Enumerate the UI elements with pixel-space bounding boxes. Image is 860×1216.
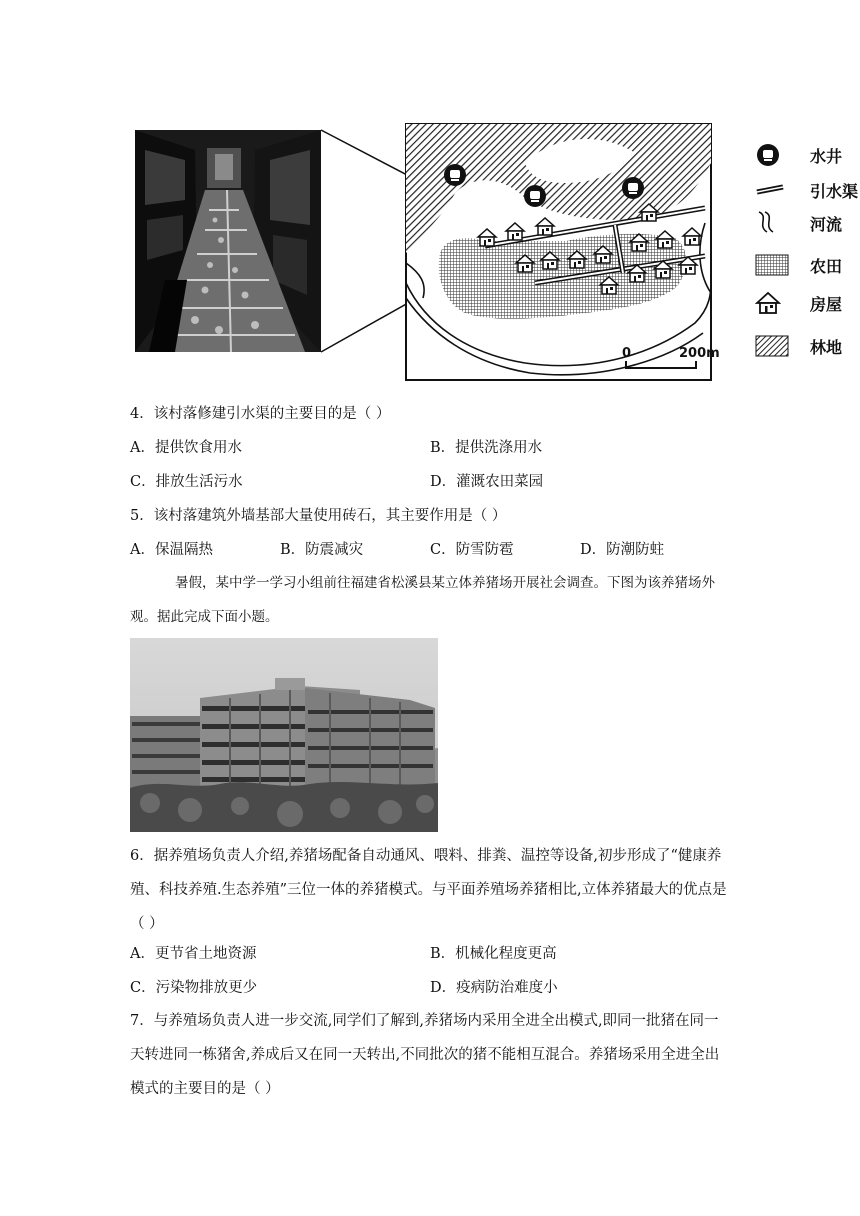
q5-option-c: C．防雪防雹 [430,542,514,558]
legend-label-forest: 林地 [810,337,843,357]
q5-option-a: A．保温隔热 [130,542,213,558]
q4-stem: 4．该村落修建引水渠的主要目的是（ ） [130,406,391,422]
pig-farm-photo [130,638,438,832]
legend-item-forest [755,331,843,361]
q6-option-c: C．污染物排放更少 [130,980,258,996]
q4-option-c: C．排放生活污水 [130,474,243,490]
pig-farm-intro: 暑假，某中学一学习小组前往福建省松溪县某立体养猪场开展社会调查。下图为该养猪场外观。据此完成下面小题。 [130,575,715,625]
q7-stem: 7．与养殖场负责人进一步交流,同学们了解到,养猪场内采用全进全出模式,即同一批猪在同一天转进同一栋猪舍,养成后又在同一天转出,不同批次的猪不能相互混合。养猪场采用全进全出模式的主要目的是（ ） [130,1013,720,1097]
q4-option-a: A．提供饮食用水 [130,440,242,456]
village-map [405,123,712,381]
q6-option-d: D．疫病防治难度小 [430,980,558,996]
canal-icon [755,180,785,200]
legend-item-river [755,208,843,238]
legend-label-well: 水井 [810,146,843,166]
legend-label-farmland: 农田 [810,256,843,276]
q4-option-b: B．提供洗涤用水 [430,440,543,456]
legend-item-canal [755,175,859,205]
q6-stem: 6．据养殖场负责人介绍,养猪场配备自动通风、喂料、排粪、温控等设备,初步形成了“健康养殖、科技养殖.生态养殖”三位一体的养猪模式。与平面养殖场养猪相比,立体养猪最大的优点是（ ） [130,848,727,932]
map-legend [755,138,860,363]
legend-item-well [755,140,843,170]
river-icon [755,210,785,236]
forest-icon [755,335,789,357]
q6-option-b: B．机械化程度更高 [430,946,557,962]
q6-option-a: A．更节省土地资源 [130,946,257,962]
house-icon [755,291,781,315]
scale-bar-zero: 0 [622,346,632,361]
legend-label-river: 河流 [810,214,843,234]
legend-item-house [755,288,843,318]
q5-stem: 5．该村落建筑外墙基部大量使用砖石，其主要作用是（ ） [130,508,507,524]
legend-label-house: 房屋 [810,294,843,314]
farmland-icon [755,254,789,276]
well-icon [755,142,781,168]
legend-item-farmland [755,250,843,280]
village-figure [0,0,860,390]
q5-option-d: D．防潮防蛀 [580,542,665,558]
scale-bar-distance: 200m [679,346,720,361]
q5-option-b: B．防震减灾 [280,542,364,558]
q4-option-d: D．灌溉农田菜园 [430,474,544,490]
legend-label-canal: 引水渠 [810,181,859,201]
